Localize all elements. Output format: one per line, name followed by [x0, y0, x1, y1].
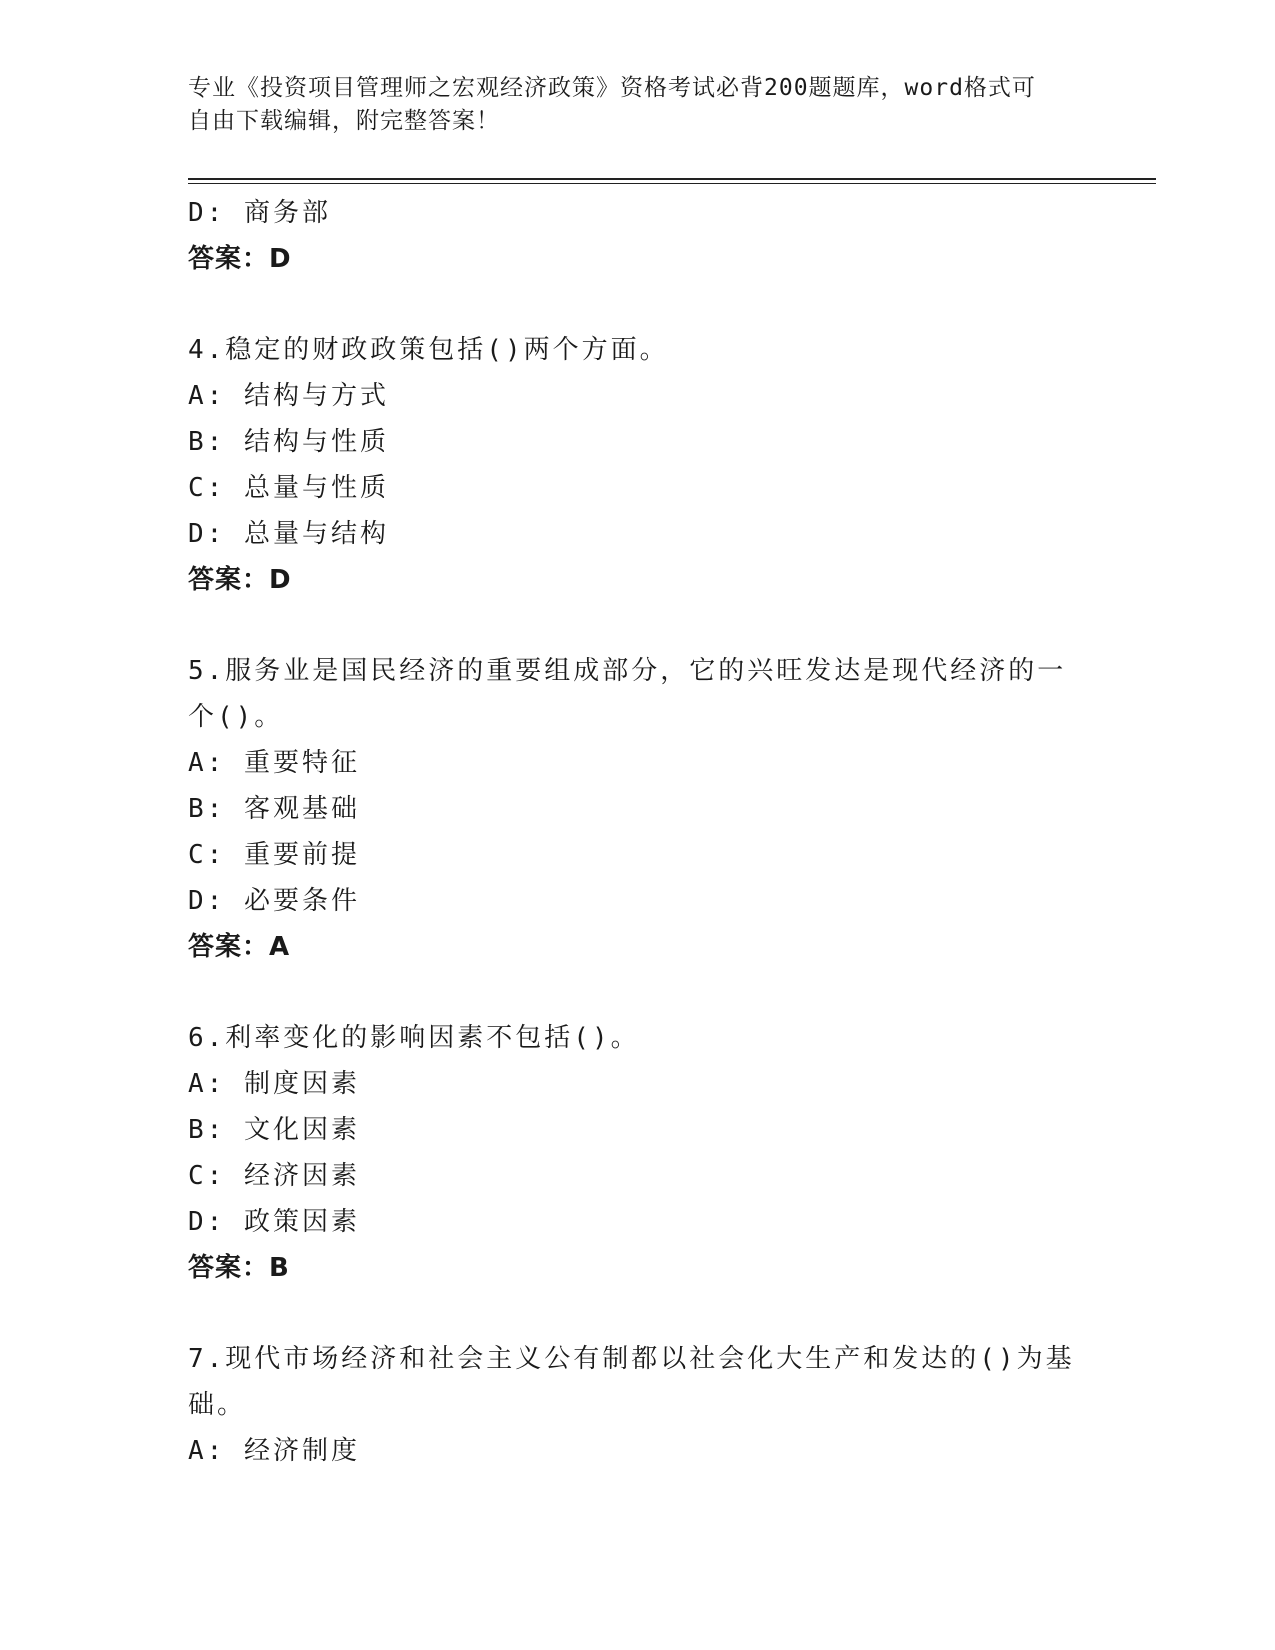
spacer	[188, 1291, 1088, 1336]
answer-line: 答案：B	[188, 1253, 290, 1283]
option-c: C: 总量与性质	[188, 473, 389, 503]
header-rule-thin	[188, 183, 1156, 184]
question-block	[188, 648, 1088, 970]
header-line-2: 自由下载编辑，附完整答案！	[188, 108, 500, 134]
answer-line: 答案：D	[188, 565, 292, 595]
option-d: D: 政策因素	[188, 1207, 360, 1237]
option-a: A: 重要特征	[188, 748, 360, 778]
question-stem-continued: 个()。	[188, 702, 284, 732]
question-stem-continued: 础。	[188, 1390, 247, 1420]
question-block	[188, 1015, 1088, 1291]
option-c: C: 经济因素	[188, 1161, 360, 1191]
option-a: A: 经济制度	[188, 1436, 360, 1466]
answer-line: 答案：A	[188, 932, 291, 962]
option-b: B: 客观基础	[188, 794, 360, 824]
option-b: B: 结构与性质	[188, 427, 389, 457]
question-stem: 7.现代市场经济和社会主义公有制都以社会化大生产和发达的()为基	[188, 1344, 1075, 1374]
question-block	[188, 1336, 1088, 1474]
spacer	[188, 603, 1088, 648]
option-d: D: 商务部	[188, 198, 331, 228]
question-stem: 4.稳定的财政政策包括()两个方面。	[188, 335, 669, 365]
option-a: A: 结构与方式	[188, 381, 389, 411]
spacer	[188, 282, 1088, 327]
question-stem: 5.服务业是国民经济的重要组成部分，它的兴旺发达是现代经济的一	[188, 656, 1067, 686]
option-c: C: 重要前提	[188, 840, 360, 870]
option-d: D: 必要条件	[188, 886, 360, 916]
header-line-1: 专业《投资项目管理师之宏观经济政策》资格考试必背200题题库，word格式可	[188, 75, 1036, 101]
header-rule-thick	[188, 178, 1156, 180]
question-block	[188, 327, 1088, 603]
question-stem: 6.利率变化的影响因素不包括()。	[188, 1023, 640, 1053]
option-b: B: 文化因素	[188, 1115, 360, 1145]
question-list	[188, 190, 1088, 1474]
document-header	[188, 72, 1078, 138]
option-a: A: 制度因素	[188, 1069, 360, 1099]
option-d: D: 总量与结构	[188, 519, 389, 549]
spacer	[188, 970, 1088, 1015]
answer-line: 答案：D	[188, 244, 292, 274]
